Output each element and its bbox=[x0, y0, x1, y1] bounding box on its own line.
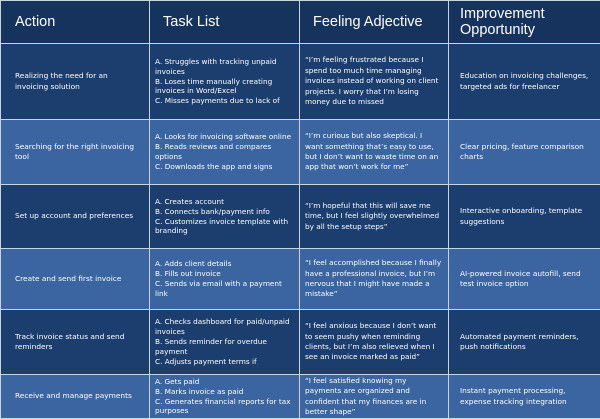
action-text: Receive and manage payments bbox=[1, 391, 149, 402]
task-cell bbox=[150, 185, 300, 249]
action-text: Track invoice status and send reminders bbox=[1, 332, 149, 353]
action-cell bbox=[1, 375, 150, 419]
feeling-quote: “I’m curious but also skeptical. I want something that’s easy to use, but I don’t want to waste time on an app that won’t work for me” bbox=[300, 131, 448, 173]
feeling-cell bbox=[300, 310, 449, 375]
improvement-text: Instant payment processing, expense tracking integration bbox=[449, 386, 600, 407]
task-item: A. Creates account bbox=[155, 197, 293, 207]
task-item: A. Struggles with tracking unpaid invoices bbox=[155, 57, 293, 77]
task-item: A. Checks dashboard for paid/unpaid invoices bbox=[155, 317, 293, 337]
feeling-quote: “I feel anxious because I don’t want to seem pushy when reminding clients, but I’m also relieved when I see an invoice marked as paid” bbox=[300, 321, 448, 363]
table-row bbox=[1, 375, 600, 419]
action-cell bbox=[1, 310, 150, 375]
table-row bbox=[1, 44, 600, 120]
task-list bbox=[150, 197, 299, 237]
action-cell bbox=[1, 120, 150, 185]
feeling-cell bbox=[300, 44, 449, 120]
improvement-text: Interactive onboarding, template suggestions bbox=[449, 206, 600, 227]
task-item: C. Customizes invoice template with branding bbox=[155, 217, 293, 237]
task-list bbox=[150, 57, 299, 107]
improvement-cell bbox=[449, 310, 600, 375]
task-item: B. Fills out invoice bbox=[155, 269, 293, 279]
task-item: C. Downloads the app and signs bbox=[155, 162, 293, 172]
action-cell bbox=[1, 185, 150, 249]
improvement-cell bbox=[449, 249, 600, 310]
task-list bbox=[150, 259, 299, 299]
task-item: B. Connects bank/payment info bbox=[155, 207, 293, 217]
header-task-list: Task List bbox=[150, 1, 300, 44]
action-text: Searching for the right invoicing tool bbox=[1, 142, 149, 163]
improvement-text: Education on invoicing challenges, targeted ads for freelancer bbox=[449, 71, 600, 92]
task-item: B. Reads reviews and compares options bbox=[155, 142, 293, 162]
improvement-cell bbox=[449, 44, 600, 120]
task-cell bbox=[150, 249, 300, 310]
action-text: Set up account and preferences bbox=[1, 211, 149, 222]
action-cell bbox=[1, 44, 150, 120]
table-row bbox=[1, 185, 600, 249]
action-text: Create and send first invoice bbox=[1, 274, 149, 285]
improvement-cell bbox=[449, 185, 600, 249]
task-cell bbox=[150, 120, 300, 185]
header-action: Action bbox=[1, 1, 150, 44]
task-item: A. Adds client details bbox=[155, 259, 293, 269]
task-item: C. Generates financial reports for tax purposes bbox=[155, 397, 293, 417]
header-row bbox=[1, 1, 600, 44]
header-improvement-opportunity: Improvement Opportunity bbox=[449, 1, 600, 44]
table-row bbox=[1, 249, 600, 310]
feeling-cell bbox=[300, 375, 449, 419]
task-list bbox=[150, 377, 299, 417]
task-item: A. Looks for invoicing software online bbox=[155, 132, 293, 142]
task-item: C. Adjusts payment terms if bbox=[155, 357, 293, 367]
feeling-quote: “I feel satisfied knowing my payments are organized and confident that my finances are in better shape” bbox=[300, 376, 448, 418]
feeling-cell bbox=[300, 249, 449, 310]
table-row bbox=[1, 120, 600, 185]
task-cell bbox=[150, 44, 300, 120]
feeling-quote: “I’m feeling frustrated because I spend too much time managing invoices instead of working on client projects. I worry that I’m losing money due to missed bbox=[300, 55, 448, 107]
improvement-text: Automated payment reminders, push notifications bbox=[449, 332, 600, 353]
feeling-cell bbox=[300, 120, 449, 185]
task-list bbox=[150, 317, 299, 367]
table-row bbox=[1, 310, 600, 375]
feeling-cell bbox=[300, 185, 449, 249]
task-item: B. Sends reminder for overdue payment bbox=[155, 337, 293, 357]
task-item: C. Sends via email with a payment link bbox=[155, 279, 293, 299]
feeling-quote: “I feel accomplished because I finally have a professional invoice, but I’m nervous that I might have made a mistake” bbox=[300, 258, 448, 300]
improvement-cell bbox=[449, 375, 600, 419]
task-list bbox=[150, 132, 299, 172]
task-item: B. Marks invoice as paid bbox=[155, 387, 293, 397]
task-cell bbox=[150, 310, 300, 375]
task-item: B. Loses time manually creating invoices in Word/Excel bbox=[155, 77, 293, 97]
feeling-quote: “I’m hopeful that this will save me time, but I feel slightly overwhelmed by all the setup steps” bbox=[300, 201, 448, 232]
task-cell bbox=[150, 375, 300, 419]
action-cell bbox=[1, 249, 150, 310]
improvement-text: Clear pricing, feature comparison charts bbox=[449, 142, 600, 163]
header-feeling-adjective: Feeling Adjective bbox=[300, 1, 449, 44]
improvement-text: AI-powered invoice autofill, send test invoice option bbox=[449, 269, 600, 290]
action-text: Realizing the need for an invoicing solution bbox=[1, 71, 149, 92]
task-item: A. Gets paid bbox=[155, 377, 293, 387]
task-item: C. Misses payments due to lack of bbox=[155, 96, 293, 106]
improvement-cell bbox=[449, 120, 600, 185]
